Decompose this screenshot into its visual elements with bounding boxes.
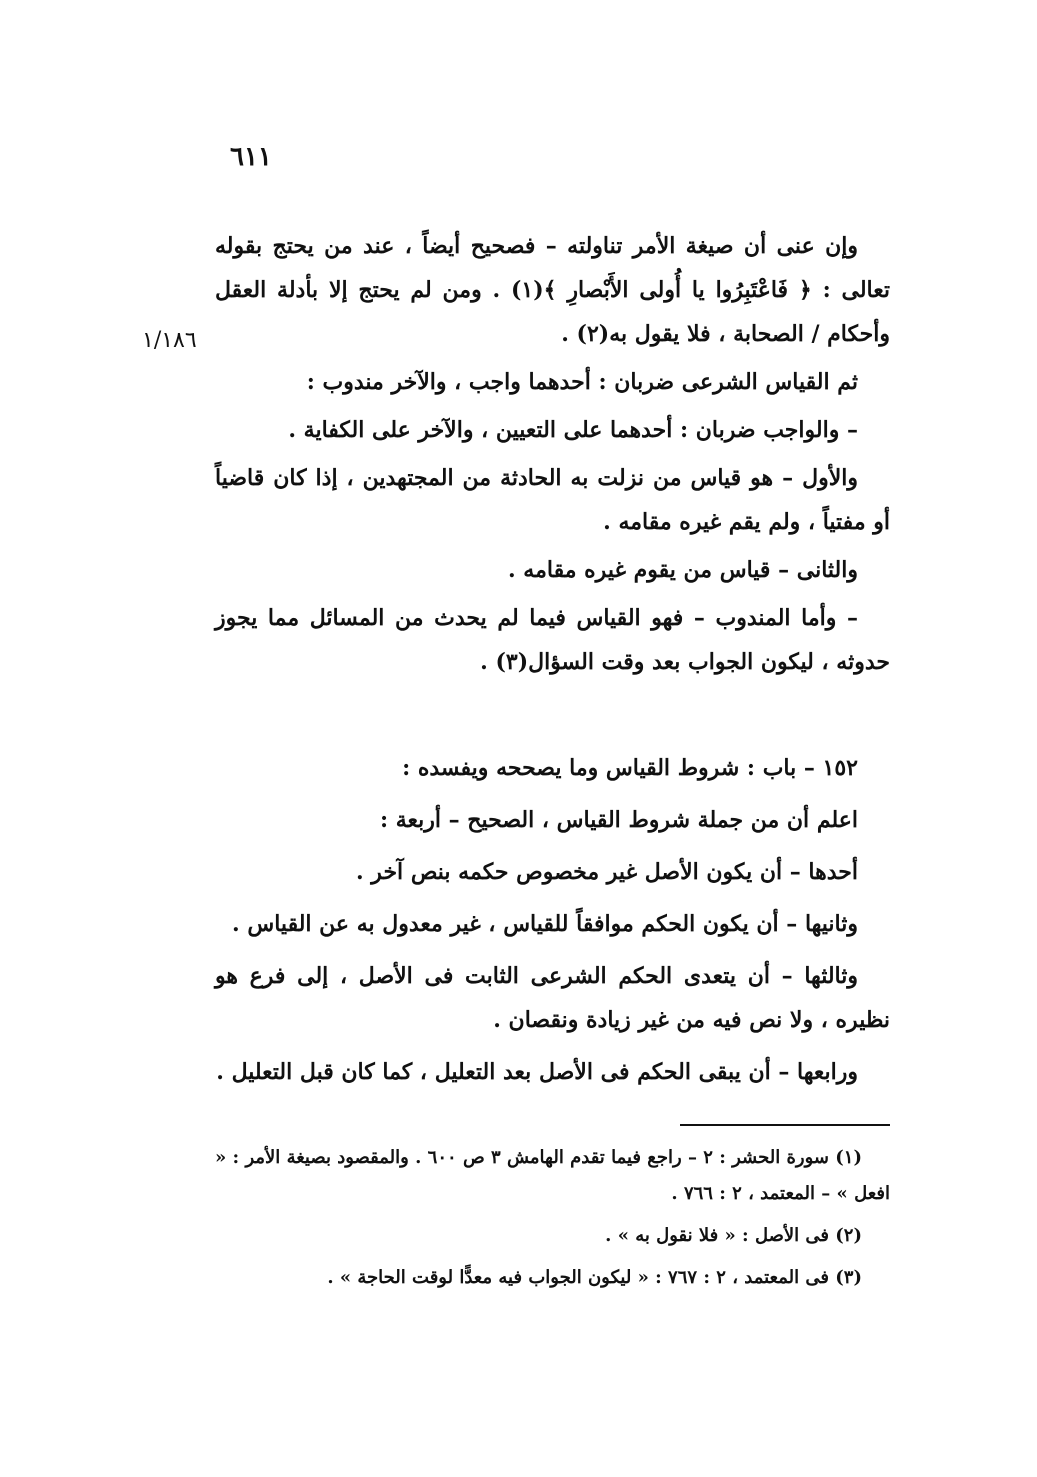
paragraph: ورابعها – أن يبقى الحكم فى الأصل بعد التعليل ، كما كان قبل التعليل . <box>216 1059 858 1085</box>
section-title: ١٥٢ – باب : شروط القياس وما يصححه ويفسده : <box>402 755 858 781</box>
paragraph: ثم القياس الشرعى ضربان : أحدهما واجب ، والآخر مندوب : <box>306 369 858 395</box>
paragraph: اعلم أن من جملة شروط القياس ، الصحيح – أربعة : <box>379 807 858 833</box>
footnotes <box>215 1140 890 1302</box>
footnote: (٢) فى الأصل : « فلا نقول به » . <box>605 1225 862 1246</box>
footnote: (١) سورة الحشر : ٢ – راجع فيما تقدم الهامش ٣ ص ٦٠٠ . والمقصود بصيغة الأمر : « افعل » – المعتمد ، ٢ : ٧٦٦ . <box>215 1147 890 1204</box>
section <box>215 746 890 1094</box>
paragraph: – والواجب ضربان : أحدهما على التعيين ، والآخر على الكفاية . <box>288 417 858 443</box>
page-number: ٦١١ <box>230 142 272 172</box>
paragraph: والأول – هو قياس من نزلت به الحادثة من المجتهدين ، إذا كان قاضياً أو مفتياً ، ولم يقم غيره مقامه . <box>215 465 890 535</box>
paragraph: والثانى – قياس من يقوم غيره مقامه . <box>507 557 858 583</box>
footnote-divider <box>680 1124 890 1126</box>
paragraph: وإن عنى أن صيغة الأمر تناولته – فصحيح أيضاً ، عند من يحتج بقوله تعالى : ﴿ فَاعْتَبِرُوا يا أُولى الأَبْصارِ ﴾(١) . ومن لم يحتج إلا بأدلة العقل وأحكام / الصحابة ، فلا يقول به(٢) . <box>215 233 890 347</box>
paragraph: وثانيها – أن يكون الحكم موافقاً للقياس ، غير معدول به عن القياس . <box>232 911 858 937</box>
footnote: (٣) فى المعتمد ، ٢ : ٧٦٧ : « ليكون الجواب فيه معدًّا لوقت الحاجة » . <box>327 1267 862 1288</box>
margin-page-reference: ١/١٨٦ <box>142 328 197 353</box>
paragraph: – وأما المندوب – فهو القياس فيما لم يحدث من المسائل مما يجوز حدوثه ، ليكون الجواب بعد وقت السؤال(٣) . <box>215 605 890 675</box>
paragraph: أحدها – أن يكون الأصل غير مخصوص حكمه بنص آخر . <box>355 859 858 885</box>
paragraph: وثالثها – أن يتعدى الحكم الشرعى الثابت فى الأصل ، إلى فرع هو نظيره ، ولا نص فيه من غير زيادة ونقصان . <box>215 963 890 1033</box>
main-text <box>215 224 890 684</box>
